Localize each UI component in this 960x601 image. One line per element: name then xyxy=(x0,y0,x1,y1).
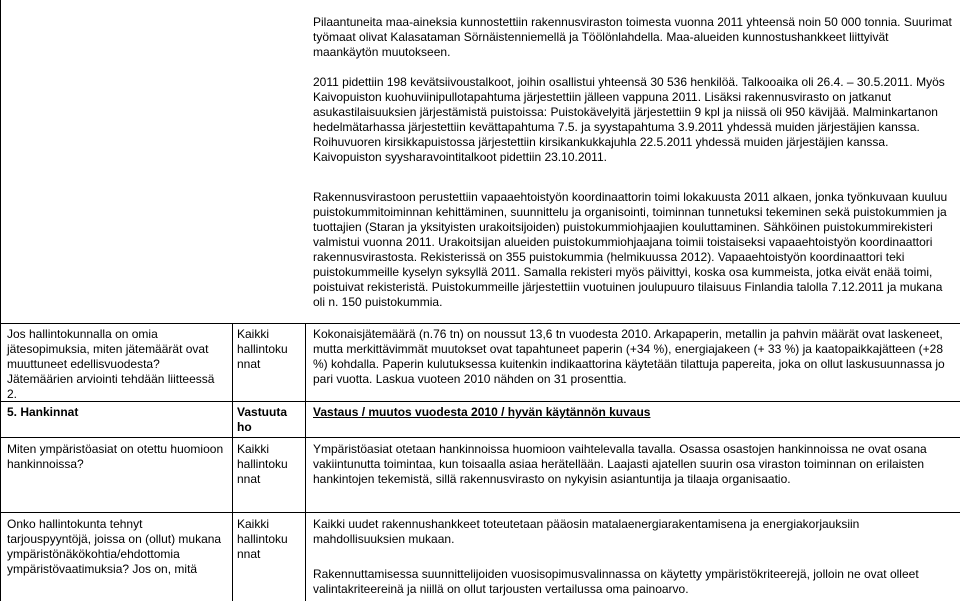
answer-waste-amount: Kokonaisjätemäärä (n.76 tn) on noussut 13,6 tn vuodesta 2010. Arkapaperin, metallin ja pahvin määrät ovat laskeneet, mutta merkittävimmät muutokset ovat tapahtuneet paperin (+34 %), energiajakeen (+ 33 %) ja kaatopaikkajätteen (+28 %) kohdalla. Paperin kulutuksessa kuitenkin indikaattorina käytetään tilattuja papereita, joka on ollut laskusuunnassa jo pari vuotta. Laskua vuoteen 2010 nähden on 31 prosenttia. xyxy=(313,327,945,386)
grid-line-row1 xyxy=(0,323,960,324)
question-waste-contracts: Jos hallintokunnalla on omia jätesopimuksia, miten jätemäärät ovat muuttuneet edellisvuodesta? Jätemäärien arviointi tehdään liitteessä 2. xyxy=(7,327,215,401)
grid-line-row4 xyxy=(0,512,960,513)
responsible-all-agencies: Kaikki hallintoku nnat xyxy=(237,517,288,561)
section-heading-procurement: 5. Hankinnat xyxy=(7,405,79,419)
grid-line-col1 xyxy=(232,323,233,601)
paragraph-park-sponsor: Rakennusvirastoon perustettiin vapaaehtoistyön koordinaattorin toimi lokakuusta 2011 alkaen, jonka työnkuvaan kuuluu puistokummitoiminnan kehittäminen, suunnittelu ja organisointi, toiminnan tunnetuksi tekeminen sekä puistokummien ja tuottajien (Staran ja yksityisten urakoitsijoiden) puistokummiohjaajien kouluttaminen. Sähköinen puistokummirekisteri valmistui vuonna 2011. Urakoitsijan alueiden puistokummiohjaajana toimii toistaiseksi vapaaehtoistyön koordinaattori rakennusvirastosta. Rekisterissä on 355 puistokummia (helmikuussa 2012). Vapaaehtoistyön koordinaattori teki puistokummeille kyselyn syksyllä 2011. Samalla rekisteri myös päivittyi, koska osa kummeista, jotka eivät enää toimi, poistuivat rekisteristä. Puistokummeille järjestettiin vuotuinen joulupuuro tilaisuus Finlandia talolla 7.12.2011 ja mukana oli n. 150 puistokummia. xyxy=(313,190,948,309)
responsible-all-agencies: Kaikki hallintoku nnat xyxy=(237,327,288,371)
grid-line-row3 xyxy=(0,437,960,438)
grid-line-left xyxy=(0,0,1,601)
column-header-answer: Vastaus / muutos vuodesta 2010 / hyvän käytännön kuvaus xyxy=(313,405,651,419)
question-environmental-tenders: Onko hallintokunta tehnyt tarjouspyyntöjä, joissa on (ollut) mukana ympäristönäkökohtia/ehdottomia ympäristövaatimuksia? Jos on, mitä xyxy=(7,517,222,576)
paragraph-contaminated-soil: Pilaantuneita maa-aineksia kunnostettiin rakennusviraston toimesta vuonna 2011 yhteensä noin 50 000 tonnia. Suurimat työmaat olivat Kalasataman Sörnäistenniemellä ja Töölönlahdella. Maa-alueiden kunnostushankkeet liittyivät maankäytön muutokseen. xyxy=(313,15,952,59)
answer-environmental-procurement: Ympäristöasiat otetaan hankinnoissa huomioon vaihtelevalla tavalla. Osassa osastojen hankinnoissa ne ovat osana vakiintunutta toimintaa, kun toisaalla asiaa herätellään. Laajasti ajatellen suurin osa viraston toiminnan on erilaisten hankintojen tekemistä, sillä rakennusvirasto on nykyisin asiantuntija ja tilaaja organisaatio. xyxy=(313,442,927,486)
responsible-all-agencies: Kaikki hallintoku nnat xyxy=(237,442,288,486)
answer-designer-selection: Rakennuttamisessa suunnittelijoiden vuosisopimusvalinnassa on käytetty ympäristökriteerejä, jolloin ne ovat olleet valintakriteereinä ja niillä on ollut tarjousten vertailussa oma painoarvo. xyxy=(313,567,919,596)
question-environmental-procurement: Miten ympäristöasiat on otettu huomioon hankinnoissa? xyxy=(7,442,224,471)
grid-line-col2 xyxy=(305,323,306,601)
paragraph-spring-cleaning: 2011 pidettiin 198 kevätsiivoustalkoot, joihin osallistui yhteensä 30 536 henkilöä. Talkooaika oli 26.4. – 30.5.2011. Myös Kaivopuiston kuohuviinipullotapahtuma järjestettiin jälleen vappuna 2011. Lisäksi rakennusvirasto on jatkanut asukastilaisuuksien järjestämistä puistoissa: Puistokävelyitä järjestettiin 9 kpl ja niissä oli 950 kävijää. Malminkartanon hedelmätarhassa järjestettiin kevättapahtuma 7.5. ja syystapahtuma 3.9.2011 yhdessä muiden järjestäjien kanssa. Roihuvuoren kirsikkapuistossa järjestettiin kirsikankukkajuhla 22.5.2011 yhdessä muiden järjestäjien kanssa. Kaivopuiston syysharavointitalkoot pidettiin 23.10.2011. xyxy=(313,75,945,164)
answer-low-energy-construction: Kaikki uudet rakennushankkeet toteutetaan pääosin matalaenergiarakentamisena ja energiakorjauksiin mahdollisuuksien mukaan. xyxy=(313,517,860,546)
column-header-responsible: Vastuuta ho xyxy=(237,405,288,434)
